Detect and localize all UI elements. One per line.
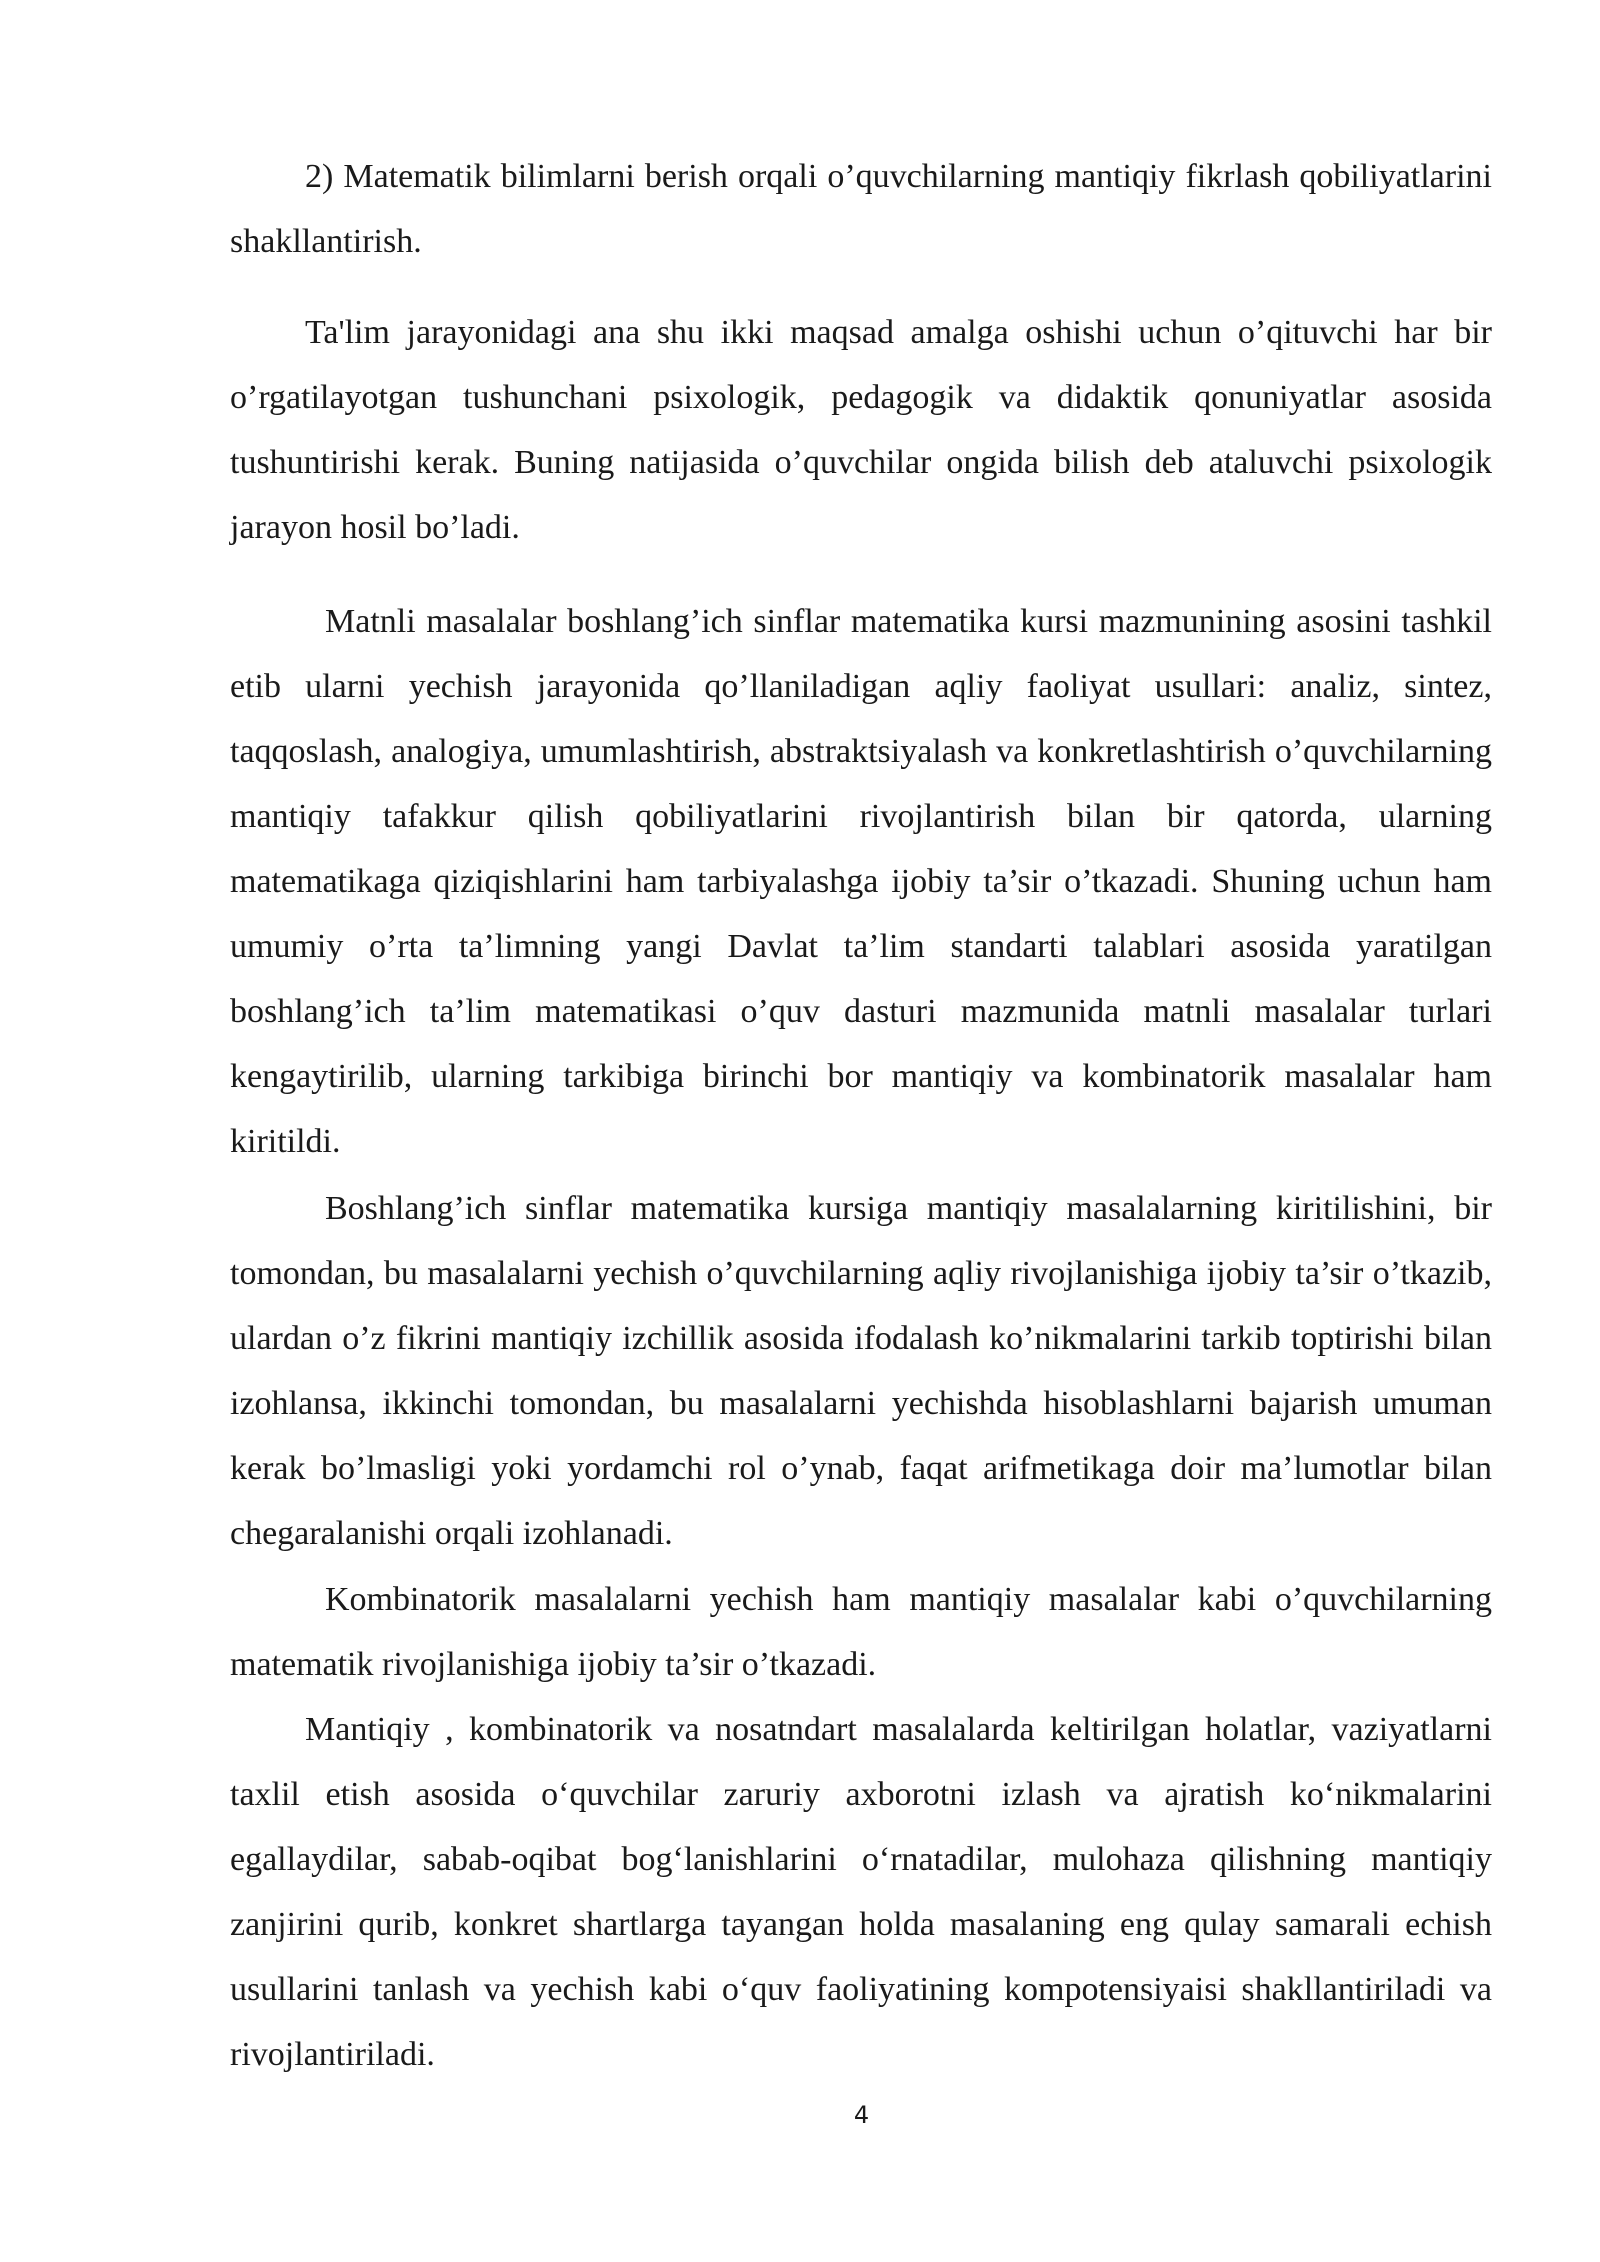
paragraph-text-problems: Matnli masalalar boshlang’ich sinflar matematika kursi mazmunining asosini tashkil etib ularni yechish jarayonida qo’llaniladigan aqliy faoliyat usullari: analiz, sintez, taqqoslash, analogiya, umumlashtirish, abstraktsiyalash va konkretlashtirish o’quvchilarning mantiqiy tafakkur qilish qobiliyatlarini rivojlantirish bilan bir qatorda, ularning matematikaga qiziqishlarini ham tarbiyalashga ijobiy ta’sir o’tkazadi. Shuning uchun ham umumiy o’rta ta’limning yangi Davlat ta’lim standarti talablari asosida yaratilgan boshlang’ich ta’lim matematikasi o’quv dasturi mazmunida matnli masalalar turlari kengaytirilib, ularning tarkibiga birinchi bor mantiqiy va kombinatorik masalalar ham kiritildi. [230,603,1492,1160]
paragraph-logic-problems: Boshlang’ich sinflar matematika kursiga mantiqiy masalalarning kiritilishini, bir tomondan, bu masalalarni yechish o’quvchilarning aqliy rivojlanishiga ijobiy ta’sir o’tkazib, ulardan o’z fikrini mantiqiy izchillik asosida ifodalash ko’nikmalarini tarkib toptirishi bilan izohlansa, ikkinchi tomondan, bu masalalarni yechishda hisoblashlarni bajarish umuman kerak bo’lmasligi yoki yordamchi rol o’ynab, faqat arifmetikaga doir ma’lumotlar bilan chegaralanishi orqali izohlanadi. [230,1190,1492,1552]
page-number: 4 [853,2101,870,2129]
paragraph-goal-two: 2) Matematik bilimlarni berish orqali o’quvchilarning mantiqiy fikrlash qobiliyatlarini shakllantirish. [230,158,1492,260]
paragraph-combinatorial-problems: Kombinatorik masalalarni yechish ham mantiqiy masalalar kabi o’quvchilarning matematik rivojlanishiga ijobiy ta’sir o’tkazadi. [230,1581,1492,1683]
paragraph-teaching-goals: Ta'lim jarayonidagi ana shu ikki maqsad amalga oshishi uchun o’qituvchi har bir o’rgatilayotgan tushunchani psixologik, pedagogik va didaktik qonuniyatlar asosida tushuntirishi kerak. Buning natijasida o’quvchilar ongida bilish deb ataluvchi psixologik jarayon hosil bo’ladi. [230,314,1492,546]
paragraph-nonstandard-problems: Mantiqiy , kombinatorik va nosatndart masalalarda keltirilgan holatlar, vaziyatlarni taxlil etish asosida o‘quvchilar zaruriy axborotni izlash va ajratish ko‘nikmalarini egallaydilar, sabab-oqibat bog‘lanishlarini o‘rnatadilar, mulohaza qilishning mantiqiy zanjirini qurib, konkret shartlarga tayangan holda masalaning eng qulay samarali echish usullarini tanlash va yechish kabi o‘quv faoliyatining kompotensiyaisi shakllantiriladi va rivojlantiriladi. [230,1711,1492,2073]
